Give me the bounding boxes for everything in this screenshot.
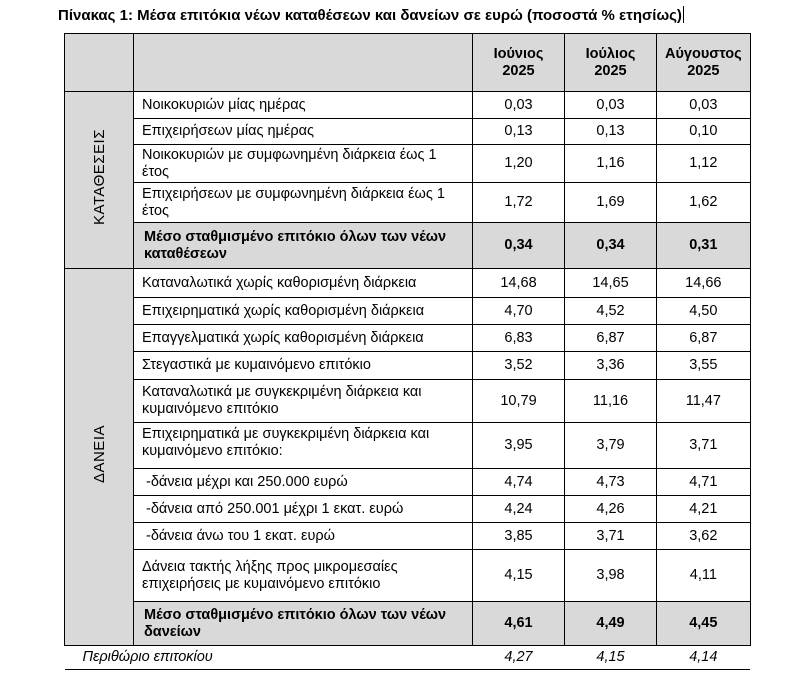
value-cell: 4,52 (565, 298, 657, 325)
section-label-deposits: ΚΑΤΑΘΕΣΕΙΣ (65, 92, 134, 269)
value-cell: 4,27 (473, 646, 565, 670)
value-cell: 3,85 (473, 523, 565, 550)
row-label: Καταναλωτικά με συγκεκριμένη διάρκεια και κυμαινόμενο επιτόκιο (134, 380, 473, 423)
value-cell: 3,95 (473, 423, 565, 469)
table-row (65, 380, 751, 423)
table-row (65, 269, 751, 298)
value-cell: 1,12 (657, 145, 751, 183)
value-cell: 3,62 (657, 523, 751, 550)
value-cell: 4,61 (473, 602, 565, 646)
value-cell: 0,03 (657, 92, 751, 119)
row-label: -δάνεια άνω του 1 εκατ. ευρώ (134, 523, 473, 550)
row-label: -δάνεια μέχρι και 250.000 ευρώ (134, 469, 473, 496)
value-cell: 4,15 (473, 550, 565, 602)
value-cell: 10,79 (473, 380, 565, 423)
value-cell: 4,15 (565, 646, 657, 670)
table-row (65, 523, 751, 550)
value-cell: 14,68 (473, 269, 565, 298)
value-cell: 3,98 (565, 550, 657, 602)
interest-rates-table (64, 33, 751, 670)
value-cell: 0,03 (473, 92, 565, 119)
value-cell: 6,83 (473, 325, 565, 352)
value-cell: 4,70 (473, 298, 565, 325)
total-row-loans (65, 602, 751, 646)
value-cell: 0,31 (657, 223, 751, 269)
value-cell: 0,34 (565, 223, 657, 269)
value-cell: 4,14 (657, 646, 751, 670)
value-cell: 4,21 (657, 496, 751, 523)
value-cell: 3,36 (565, 352, 657, 380)
col-header-july: Ιούλιος 2025 (565, 34, 657, 92)
table-row (65, 183, 751, 223)
value-cell: 4,24 (473, 496, 565, 523)
section-label-loans: ΔΑΝΕΙΑ (65, 269, 134, 646)
table-row (65, 496, 751, 523)
value-cell: 3,52 (473, 352, 565, 380)
table-row (65, 352, 751, 380)
row-label: Επιχειρήσεων με συμφωνημένη διάρκεια έως 1 έτος (134, 183, 473, 223)
value-cell: 0,03 (565, 92, 657, 119)
table-row (65, 92, 751, 119)
value-cell: 14,66 (657, 269, 751, 298)
value-cell: 0,13 (565, 119, 657, 145)
value-cell: 6,87 (657, 325, 751, 352)
value-cell: 0,10 (657, 119, 751, 145)
value-cell: 3,71 (565, 523, 657, 550)
row-label: Μέσο σταθμισμένο επιτόκιο όλων των νέων καταθέσεων (134, 223, 473, 269)
value-cell: 4,71 (657, 469, 751, 496)
value-cell: 14,65 (565, 269, 657, 298)
value-cell: 3,79 (565, 423, 657, 469)
value-cell: 4,74 (473, 469, 565, 496)
table-row (65, 423, 751, 469)
row-label: Καταναλωτικά χωρίς καθορισμένη διάρκεια (134, 269, 473, 298)
value-cell: 3,55 (657, 352, 751, 380)
value-cell: 1,72 (473, 183, 565, 223)
header-blank-cell (65, 34, 134, 92)
value-cell: 4,11 (657, 550, 751, 602)
value-cell: 1,69 (565, 183, 657, 223)
row-label: Μέσο σταθμισμένο επιτόκιο όλων των νέων δανείων (134, 602, 473, 646)
row-label: Στεγαστικά με κυμαινόμενο επιτόκιο (134, 352, 473, 380)
margin-row (65, 646, 751, 670)
value-cell: 6,87 (565, 325, 657, 352)
table-row (65, 145, 751, 183)
value-cell: 4,73 (565, 469, 657, 496)
value-cell: 1,20 (473, 145, 565, 183)
row-label: Νοικοκυριών με συμφωνημένη διάρκεια έως 1 έτος (134, 145, 473, 183)
value-cell: 4,45 (657, 602, 751, 646)
header-row (65, 34, 751, 92)
value-cell: 1,62 (657, 183, 751, 223)
value-cell: 1,16 (565, 145, 657, 183)
value-cell: 4,50 (657, 298, 751, 325)
table-row (65, 550, 751, 602)
row-label: Επαγγελματικά χωρίς καθορισμένη διάρκεια (134, 325, 473, 352)
row-label: Περιθώριο επιτοκίου (65, 646, 473, 670)
value-cell: 11,47 (657, 380, 751, 423)
header-label-cell (134, 34, 473, 92)
row-label: Δάνεια τακτής λήξης προς μικρομεσαίες επιχειρήσεις με κυμαινόμενο επιτόκιο (134, 550, 473, 602)
value-cell: 0,34 (473, 223, 565, 269)
value-cell: 4,26 (565, 496, 657, 523)
value-cell: 0,13 (473, 119, 565, 145)
row-label: Επιχειρηματικά χωρίς καθορισμένη διάρκεια (134, 298, 473, 325)
col-header-august: Αύγουστος 2025 (657, 34, 751, 92)
row-label: -δάνεια από 250.001 μέχρι 1 εκατ. ευρώ (134, 496, 473, 523)
row-label: Νοικοκυριών μίας ημέρας (134, 92, 473, 119)
table-row (65, 119, 751, 145)
value-cell: 4,49 (565, 602, 657, 646)
table-row (65, 469, 751, 496)
table-row (65, 298, 751, 325)
row-label: Επιχειρήσεων μίας ημέρας (134, 119, 473, 145)
text-cursor (683, 6, 684, 23)
table-title: Πίνακας 1: Μέσα επιτόκια νέων καταθέσεων και δανείων σε ευρώ (ποσοστά % ετησίως) (58, 7, 682, 24)
value-cell: 3,71 (657, 423, 751, 469)
row-label: Επιχειρηματικά με συγκεκριμένη διάρκεια και κυμαινόμενο επιτόκιο: (134, 423, 473, 469)
table-row (65, 325, 751, 352)
col-header-june: Ιούνιος 2025 (473, 34, 565, 92)
total-row-deposits (65, 223, 751, 269)
value-cell: 11,16 (565, 380, 657, 423)
